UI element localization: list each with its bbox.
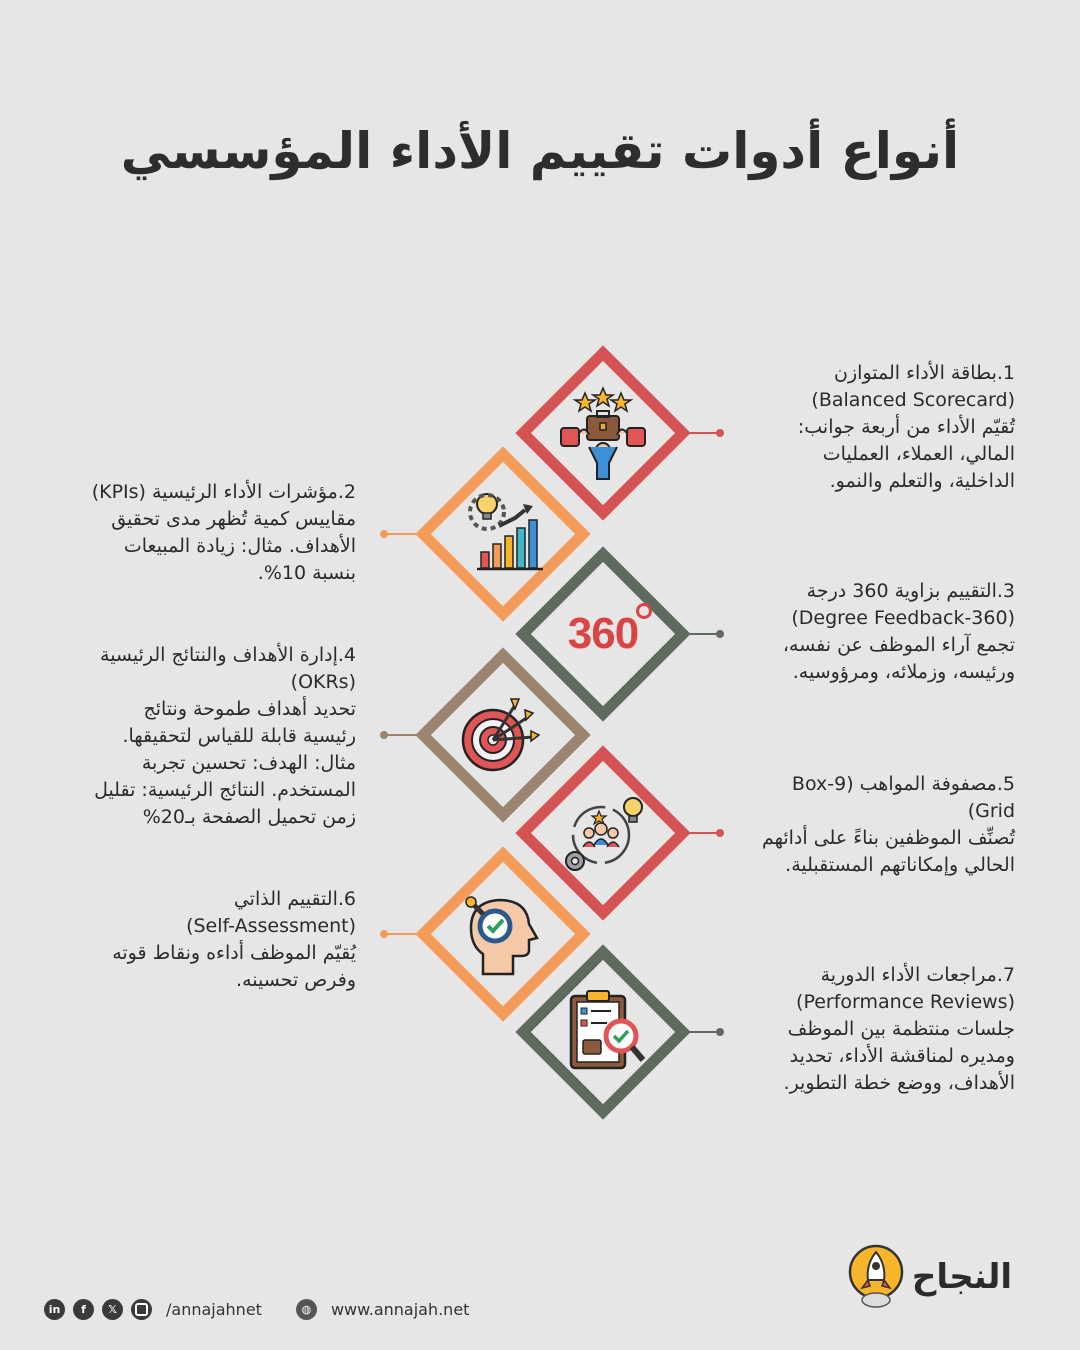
- item-number-2: 2.: [337, 481, 356, 503]
- item-description-7: [715, 962, 1015, 1097]
- item-title-5: مصفوفة المواهب (9-Box: [791, 773, 997, 795]
- growth-chart-icon: [453, 484, 553, 584]
- item-line-3-1: تجمع آراء الموظف عن نفسه،: [782, 634, 1015, 656]
- item-number-3: 3.: [996, 580, 1015, 602]
- item-subtitle-1: (Balanced Scorecard): [811, 389, 1015, 411]
- connector-dot-4: [380, 731, 388, 739]
- item-title-2: مؤشرات الأداء الرئيسية (KPIs): [91, 481, 338, 503]
- item-line-2-1: مقاييس كمية تُظهر مدى تحقيق: [111, 508, 356, 530]
- item-subtitle-3: (Degree Feedback-360): [791, 607, 1015, 629]
- item-description-5: [715, 771, 1015, 879]
- item-line-1-2: المالي، العملاء، العمليات: [822, 443, 1015, 465]
- item-line-4-3: مثال: الهدف: تحسين تجربة: [141, 752, 356, 774]
- page-title: أنواع أدوات تقييم الأداء المؤسسي: [120, 122, 960, 180]
- item-subtitle-7: (Performance Reviews): [796, 991, 1015, 1013]
- item-title-4: إدارة الأهداف والنتائج الرئيسية: [100, 644, 338, 666]
- item-subtitle-5: Grid): [967, 800, 1015, 822]
- item-description-2: [66, 479, 356, 587]
- talent-matrix-icon: [553, 783, 653, 883]
- item-line-6-1: يُقيّم الموظف أداءه ونقاط قوته: [112, 942, 356, 964]
- item-number-6: 6.: [337, 888, 356, 910]
- item-line-4-2: رئيسية قابلة للقياس لتحقيقها.: [122, 725, 356, 747]
- social-handle[interactable]: /annajahnet: [166, 1300, 262, 1319]
- item-subtitle-4: (OKRs): [290, 671, 356, 693]
- item-description-6: [66, 886, 356, 994]
- item-subtitle-6: (Self-Assessment): [186, 915, 356, 937]
- item-description-1: [715, 360, 1015, 495]
- item-line-7-3: الأهداف، ووضع خطة التطوير.: [783, 1072, 1015, 1094]
- clipboard-review-icon: [553, 982, 653, 1082]
- item-line-5-1: تُصنِّف الموظفين بناءً على أدائهم: [761, 827, 1015, 849]
- brand-logo: [848, 1244, 1012, 1310]
- item-line-5-2: الحالي وإمكاناتهم المستقبلية.: [785, 854, 1015, 876]
- connector-dot-6: [380, 930, 388, 938]
- connector-2: [386, 533, 416, 535]
- item-line-7-2: ومديره لمناقشة الأداء، تحديد: [789, 1045, 1015, 1067]
- item-description-4: [66, 642, 356, 831]
- 360-degree-icon: [553, 584, 653, 684]
- business-rating-icon: [553, 383, 653, 483]
- instagram-icon[interactable]: [131, 1299, 152, 1320]
- item-line-4-4: المستخدم. النتائج الرئيسية: تقليل: [94, 779, 356, 801]
- connector-6: [386, 933, 416, 935]
- self-check-head-icon: [453, 884, 553, 984]
- item-line-4-1: تحديد أهداف طموحة ونتائج: [143, 698, 356, 720]
- item-title-1: بطاقة الأداء المتوازن: [834, 362, 997, 384]
- facebook-icon[interactable]: f: [73, 1299, 94, 1320]
- website-link[interactable]: www.annajah.net: [330, 1300, 470, 1319]
- linkedin-icon[interactable]: in: [44, 1299, 65, 1320]
- item-number-7: 7.: [996, 964, 1015, 986]
- rocket-logo-icon: [848, 1244, 904, 1310]
- item-description-3: [715, 578, 1015, 686]
- item-line-1-1: تُقيّم الأداء من أربعة جوانب:: [797, 416, 1015, 438]
- 360-text: 360: [567, 609, 639, 658]
- globe-icon: ◍: [296, 1299, 317, 1320]
- item-title-3: التقييم بزاوية 360 درجة: [806, 580, 997, 602]
- x-icon[interactable]: 𝕏: [102, 1299, 123, 1320]
- item-line-1-3: الداخلية، والتعلم والنمو.: [829, 470, 1015, 492]
- footer: [44, 1299, 469, 1320]
- item-line-4-5: زمن تحميل الصفحة بـ20%: [142, 806, 356, 828]
- item-number-5: 5.: [996, 773, 1015, 795]
- item-line-3-2: ورئيسه، وزملائه، ومرؤوسيه.: [792, 661, 1015, 683]
- target-arrows-icon: [453, 685, 553, 785]
- item-line-7-1: جلسات منتظمة بين الموظف: [787, 1018, 1015, 1040]
- brand-name: النجاح: [911, 1257, 1012, 1297]
- item-number-4: 4.: [337, 644, 356, 666]
- item-line-6-2: وفرص تحسينه.: [236, 969, 356, 991]
- item-title-6: التقييم الذاتي: [233, 888, 338, 910]
- connector-4: [386, 734, 416, 736]
- item-title-7: مراجعات الأداء الدورية: [820, 964, 997, 986]
- item-line-2-2: الأهداف. مثال: زيادة المبيعات: [123, 535, 356, 557]
- item-number-1: 1.: [996, 362, 1015, 384]
- connector-dot-2: [380, 530, 388, 538]
- item-line-2-3: بنسبة 10%.: [257, 562, 356, 584]
